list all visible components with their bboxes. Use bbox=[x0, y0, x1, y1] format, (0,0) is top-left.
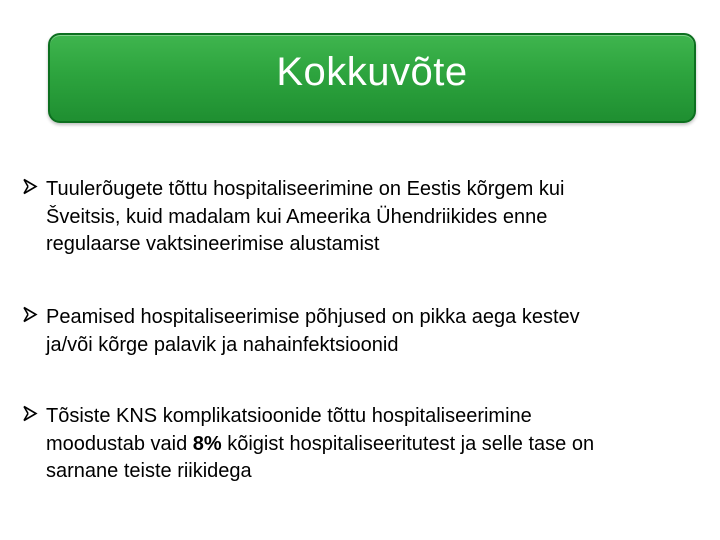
bullet-text bbox=[46, 403, 594, 486]
arrow-bullet-icon bbox=[22, 304, 46, 323]
bullet-line: ja/või kõrge palavik ja nahainfektsioonid bbox=[46, 333, 399, 356]
bullet-item bbox=[22, 304, 712, 359]
bullet-text bbox=[46, 176, 564, 259]
title-banner bbox=[48, 33, 696, 123]
bullet-line bbox=[46, 431, 594, 459]
slide-title: Kokkuvõte bbox=[276, 49, 468, 94]
bullet-line: sarnane teiste riikidega bbox=[46, 460, 252, 482]
bullet-line-segment: kõigist hospitaliseeritutest ja selle tase on bbox=[221, 432, 595, 455]
bullet-item bbox=[22, 176, 712, 259]
bullet-text bbox=[46, 304, 580, 359]
bullet-line-segment: moodustab vaid bbox=[46, 432, 193, 455]
bullet-line: Peamised hospitaliseerimise põhjused on pikka aega kestev bbox=[46, 306, 580, 328]
arrow-bullet-icon bbox=[22, 176, 46, 195]
bullet-line: Šveitsis, kuid madalam kui Ameerika Ühendriikides enne bbox=[46, 205, 548, 228]
bullet-line: Tõsiste KNS komplikatsioonide tõttu hospitaliseerimine bbox=[46, 405, 532, 427]
arrow-bullet-icon bbox=[22, 403, 46, 422]
highlight-percentage: 8% bbox=[192, 432, 222, 455]
bullet-line: regulaarse vaktsineerimise alustamist bbox=[46, 233, 380, 255]
bullet-line: Tuulerõugete tõttu hospitaliseerimine on Eestis kõrgem kui bbox=[46, 178, 565, 200]
bullet-item bbox=[22, 403, 712, 486]
